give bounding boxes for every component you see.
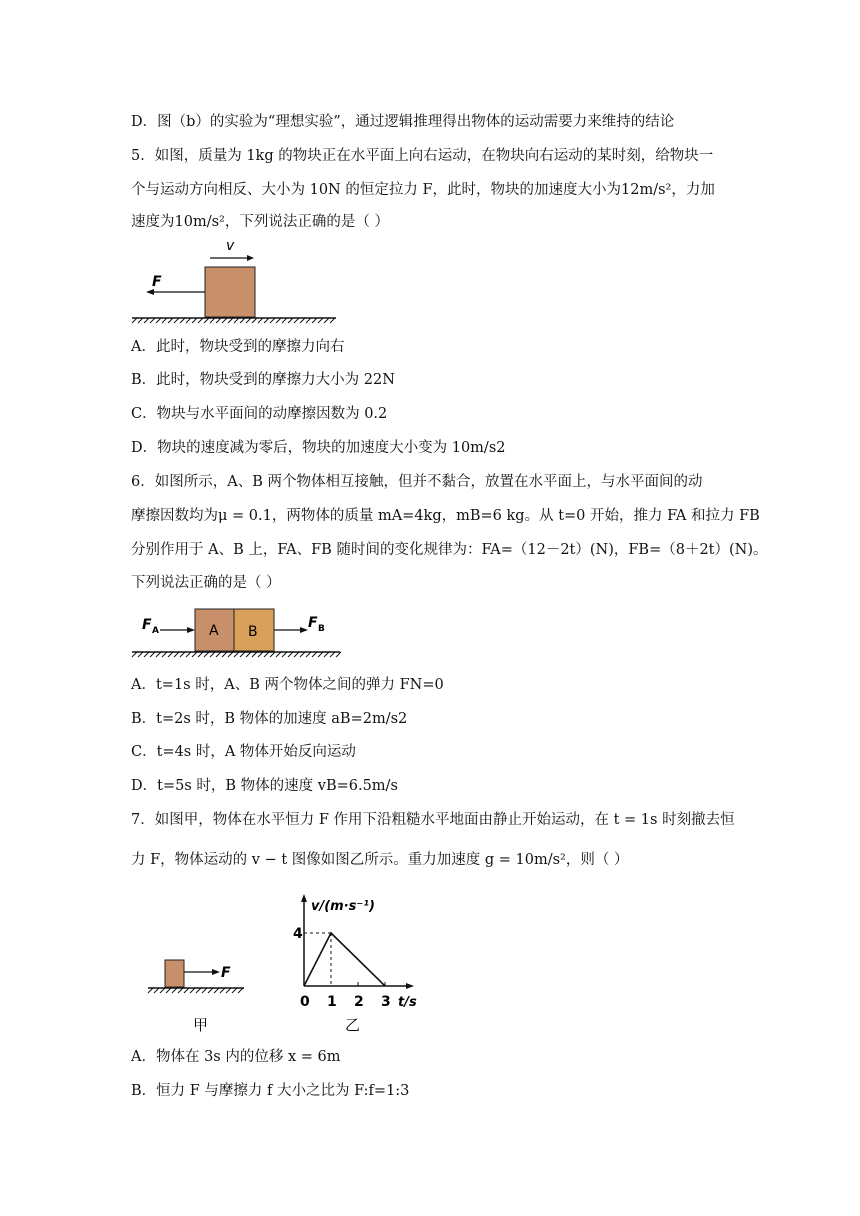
q6-option-a: A．t=1s 时，A、B 两个物体之间的弹力 FN=0 (131, 677, 444, 693)
q6-option-b: B．t=2s 时，B 物体的加速度 aB=2m/s2 (131, 711, 408, 727)
q6-figure (128, 602, 348, 662)
q6-stem-line2: 摩擦因数均为μ = 0.1，两物体的质量 mA=4kg，mB=6 kg。从 t=0 开始，推力 FA 和拉力 FB (131, 508, 760, 524)
q7-x-tick-2: 2 (354, 994, 364, 1010)
q7-stem-line2: 力 F，物体运动的 v − t 图像如图乙所示。重力加速度 g = 10m/s²，则（ ） (131, 852, 629, 868)
q7-option-b: B．恒力 F 与摩擦力 f 大小之比为 F:f=1:3 (131, 1083, 410, 1099)
q5-stem-line1: 5．如图，质量为 1kg 的物块正在水平面上向右运动，在物块向右运动的某时刻，给物块一 (131, 148, 714, 164)
q5-block (205, 267, 255, 317)
q7-x-axis-label: t/s (398, 995, 417, 1010)
q5-velocity-label: v (226, 238, 235, 254)
q6-option-c: C．t=4s 时，A 物体开始反向运动 (131, 744, 356, 760)
q4-option-d: D．图（b）的实验为“理想实验”，通过逻辑推理得出物体的运动需要力来维持的结论 (131, 114, 675, 130)
q7-option-a: A．物体在 3s 内的位移 x = 6m (131, 1049, 341, 1065)
q6-option-d: D．t=5s 时，B 物体的速度 vB=6.5m/s (131, 778, 398, 794)
q5-option-b: B．此时，物块受到的摩擦力大小为 22N (131, 372, 395, 388)
q6-force-a-label: F (142, 617, 152, 633)
q7-x-tick-0: 0 (300, 994, 310, 1010)
q7-x-tick-3: 3 (381, 994, 391, 1010)
q6-block-b-label: B (248, 624, 258, 640)
q5-stem-line2: 个与运动方向相反、大小为 10N 的恒定拉力 F，此时，物块的加速度大小为12m/s²，力加 (131, 182, 715, 198)
q7-y-tick-4: 4 (293, 926, 303, 942)
q7-figure-left (140, 950, 250, 1040)
q7-y-axis-label: v/(m·s⁻¹) (311, 899, 375, 914)
q6-stem-line1: 6．如图所示，A、B 两个物体相互接触，但并不黏合，放置在水平面上，与水平面间的动 (131, 474, 703, 490)
q6-stem-line4: 下列说法正确的是（ ） (131, 575, 281, 591)
q5-figure (128, 234, 343, 326)
q7-block (165, 960, 184, 987)
q7-caption-right: 乙 (345, 1016, 361, 1034)
q7-vt-line (304, 933, 385, 986)
q6-stem-line3: 分别作用于 A、B 上，FA、FB 随时间的变化规律为：FA=（12－2t）(N)，FB=（8＋2t）(N)。 (131, 542, 768, 558)
q5-option-a: A．此时，物块受到的摩擦力向右 (131, 339, 345, 355)
q5-stem-line3: 速度为10m/s²，下列说法正确的是（ ） (131, 214, 389, 230)
q6-force-b-sub: B (318, 624, 325, 634)
q5-option-d: D．物块的速度减为零后，物块的加速度大小变为 10m/s2 (131, 440, 506, 456)
q7-force-label: F (221, 965, 231, 981)
q5-force-label: F (152, 274, 162, 290)
q7-x-tick-1: 1 (327, 994, 337, 1010)
q5-option-c: C．物块与水平面间的动摩擦因数为 0.2 (131, 406, 388, 422)
q6-force-a-sub: A (152, 626, 159, 636)
q7-caption-left: 甲 (193, 1016, 209, 1034)
q6-block-a-label: A (209, 623, 219, 639)
q6-force-b-label: F (308, 615, 318, 631)
q7-vt-graph (290, 892, 440, 1040)
q7-stem-line1: 7．如图甲，物体在水平恒力 F 作用下沿粗糙水平地面由静止开始运动，在 t = 1s 时刻撤去恒 (131, 812, 735, 828)
